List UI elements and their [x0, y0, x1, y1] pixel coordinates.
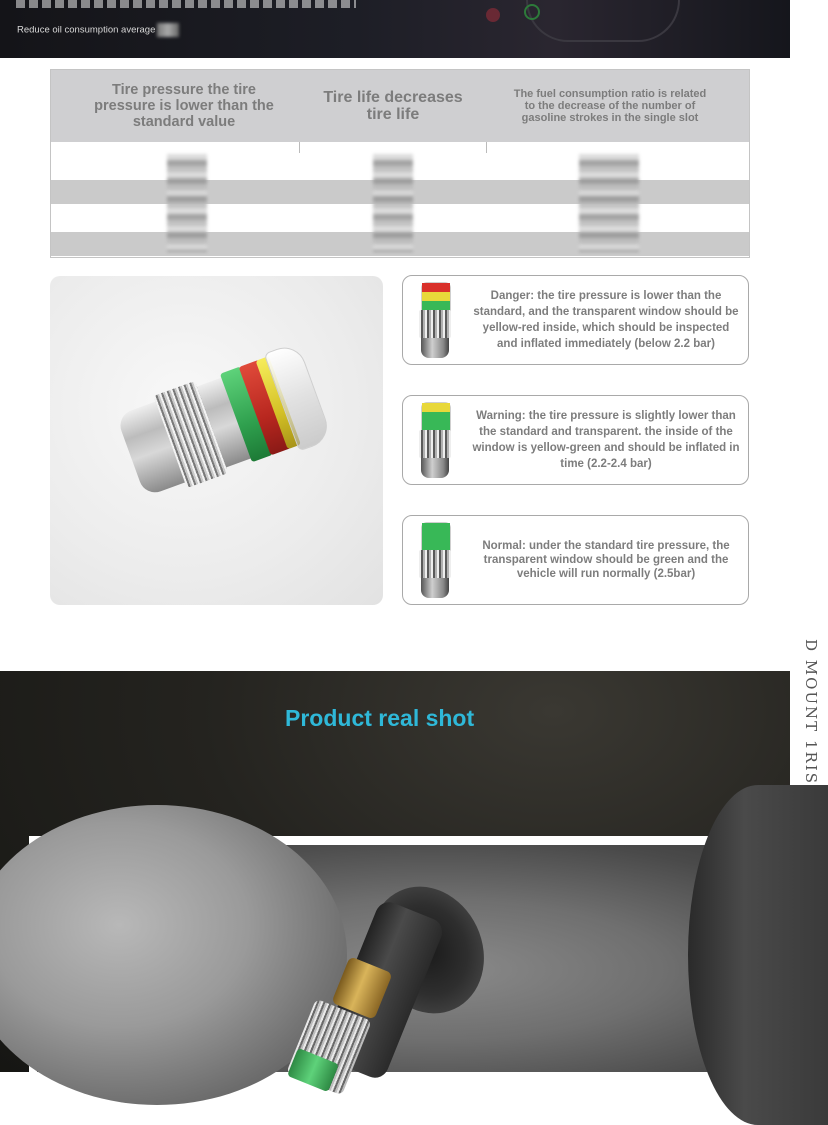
blurred-headline-decoration [16, 0, 356, 8]
color-band [422, 541, 450, 550]
mini-knurl [419, 430, 451, 458]
valve-cap-danger-icon [417, 282, 453, 358]
dashboard-light-icon [524, 4, 540, 20]
color-band [422, 301, 450, 310]
mini-base [421, 458, 449, 478]
banner-subtitle-text: Reduce oil consumption average [17, 24, 156, 36]
valve-cap-warning-icon [417, 402, 453, 478]
product-image [50, 276, 383, 605]
status-card-normal [402, 515, 749, 605]
mini-knurl [419, 310, 451, 338]
column-divider [486, 142, 487, 153]
status-card-danger [402, 275, 749, 365]
status-description: Warning: the tire pressure is slightly lower than the standard and transparent. the inside of the window is yellow-green and should be inflated in time (2.2-2.4 bar) [472, 410, 740, 470]
dashboard-light-icon [486, 8, 500, 22]
status-card-warning [402, 395, 749, 485]
table-header-fuel-consumption: The fuel consumption ratio is related to the decrease of the number of gasoline strokes in the single slot [513, 88, 707, 124]
section-heading: Product real shot [285, 705, 475, 731]
status-description: Danger: the tire pressure is lower than the standard, and the transparent window should be yellow-red inside, which should be inspected and inflated immediately (below 2.2 bar) [473, 290, 739, 350]
color-band [422, 283, 450, 292]
comparison-table [50, 69, 750, 258]
mini-knurl [419, 550, 451, 578]
color-band [422, 412, 450, 421]
mini-cap-window [421, 402, 451, 432]
top-banner [0, 0, 790, 58]
mini-base [421, 578, 449, 598]
color-band [422, 421, 450, 430]
table-header-row [51, 70, 749, 142]
blurred-cell [579, 154, 639, 252]
tire-sidewall-text: D MOUNT 1RIS [802, 638, 820, 785]
blurred-cell [373, 154, 413, 252]
tire-sidewall [688, 638, 828, 1125]
blurred-cell [167, 154, 207, 252]
color-band [422, 403, 450, 412]
color-band [422, 523, 450, 532]
mini-cap-window [421, 522, 451, 552]
status-description: Normal: under the standard tire pressure, the transparent window should be green and the vehicle will run normally (2.5bar) [482, 540, 730, 580]
table-header-tire-life: Tire life decreases tire life [323, 89, 463, 123]
banner-subtitle [17, 23, 179, 37]
mini-base [421, 338, 449, 358]
column-divider [299, 142, 300, 153]
dashboard-gauge-graphic [526, 0, 680, 42]
color-band [422, 532, 450, 541]
valve-cap-normal-icon [417, 522, 453, 598]
color-band [422, 292, 450, 301]
blurred-value [157, 23, 179, 37]
mini-cap-window [421, 282, 451, 312]
table-header-tire-pressure: Tire pressure the tire pressure is lower than the standard value [94, 82, 274, 130]
